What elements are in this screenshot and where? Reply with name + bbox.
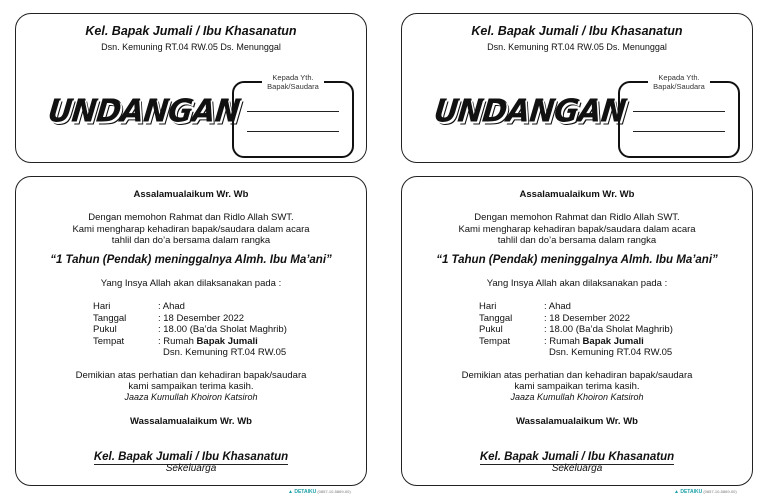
- family-address: Dsn. Kemuning RT.04 RW.05 Ds. Menunggal: [487, 42, 667, 52]
- schedule-intro: Yang Insya Allah akan dilaksanakan pada :: [100, 278, 282, 289]
- envelope-card-right: [401, 13, 753, 163]
- schedule-intro: Yang Insya Allah akan dilaksanakan pada :: [486, 278, 668, 289]
- event-title: “1 Tahun (Pendak) meninggalnya Almh. Ibu Ma’ani”: [50, 254, 332, 266]
- greeting: Assalamualaikum Wr. Wb: [519, 189, 635, 200]
- recipient-line-2: [633, 131, 725, 132]
- recipient-line-2: [247, 131, 339, 132]
- intro-text: Dengan memohon Rahmat dan Ridlo Allah SWT. Kami mengharap kehadiran bapak/saudara dalam acara tahlil dan do’a bersama dalam rangka: [72, 212, 310, 246]
- detail-row-place: Tempat : Rumah Bapak Jumali: [93, 335, 258, 347]
- event-title: “1 Tahun (Pendak) meninggalnya Almh. Ibu Ma’ani”: [436, 254, 718, 266]
- detail-row-date: Tanggal : 18 Desember 2022: [93, 312, 245, 324]
- invitation-card-left: [15, 176, 367, 486]
- signature-sub: Sekeluarga: [551, 463, 603, 474]
- farewell: Wassalamualaikum Wr. Wb: [516, 416, 638, 427]
- detail-row-date: Tanggal : 18 Desember 2022: [479, 312, 631, 324]
- recipient-box: [232, 73, 354, 158]
- intro-text: Dengan memohon Rahmat dan Ridlo Allah SWT. Kami mengharap kehadiran bapak/saudara dalam acara tahlil dan do’a bersama dalam rangka: [458, 212, 696, 246]
- brand-watermark: ▲ DETAIKU (0857-10-5869-00): [288, 489, 351, 495]
- detail-row-place-address: Dsn. Kemuning RT.04 RW.05: [549, 347, 673, 358]
- closing-text: Demikian atas perhatian dan kehadiran bapak/saudara kami sampaikan terima kasih.: [75, 370, 307, 392]
- signature-name: Kel. Bapak Jumali / Ibu Khasanatun: [93, 451, 289, 463]
- undangan-title: UNDANGAN: [432, 93, 628, 130]
- prayer-text: Jaaza Kumullah Khoiron Katsiroh: [510, 392, 644, 402]
- recipient-label: Kepada Yth. Bapak/Saudara: [648, 73, 710, 91]
- prayer-text: Jaaza Kumullah Khoiron Katsiroh: [124, 392, 258, 402]
- signature-sub: Sekeluarga: [165, 463, 217, 474]
- detail-row-day: Hari : Ahad: [93, 301, 185, 312]
- event-details: [93, 301, 287, 359]
- detail-row-day: Hari : Ahad: [479, 301, 571, 312]
- recipient-label: Kepada Yth. Bapak/Saudara: [262, 73, 324, 91]
- detail-row-place: Tempat : Rumah Bapak Jumali: [479, 335, 644, 347]
- brand-logo-icon: ▲ DETAIKU: [288, 489, 317, 495]
- detail-row-time: Pukul : 18.00 (Ba’da Sholat Maghrib): [479, 324, 673, 335]
- envelope-card-left: [15, 13, 367, 163]
- recipient-line-1: [247, 111, 339, 112]
- closing-text: Demikian atas perhatian dan kehadiran bapak/saudara kami sampaikan terima kasih.: [461, 370, 693, 392]
- family-name: Kel. Bapak Jumali / Ibu Khasanatun: [85, 24, 297, 38]
- family-name: Kel. Bapak Jumali / Ibu Khasanatun: [471, 24, 683, 38]
- signature-name: Kel. Bapak Jumali / Ibu Khasanatun: [479, 451, 675, 463]
- detail-row-place-address: Dsn. Kemuning RT.04 RW.05: [163, 347, 287, 358]
- recipient-box: [618, 73, 740, 158]
- recipient-line-1: [633, 111, 725, 112]
- family-address: Dsn. Kemuning RT.04 RW.05 Ds. Menunggal: [101, 42, 281, 52]
- brand-logo-icon: ▲ DETAIKU: [674, 489, 703, 495]
- undangan-title: UNDANGAN: [46, 93, 242, 130]
- event-details: [479, 301, 673, 359]
- brand-watermark: ▲ DETAIKU (0857-10-5869-00): [674, 489, 737, 495]
- detail-row-time: Pukul : 18.00 (Ba’da Sholat Maghrib): [93, 324, 287, 335]
- invitation-card-right: [401, 176, 753, 486]
- greeting: Assalamualaikum Wr. Wb: [133, 189, 249, 200]
- farewell: Wassalamualaikum Wr. Wb: [130, 416, 252, 427]
